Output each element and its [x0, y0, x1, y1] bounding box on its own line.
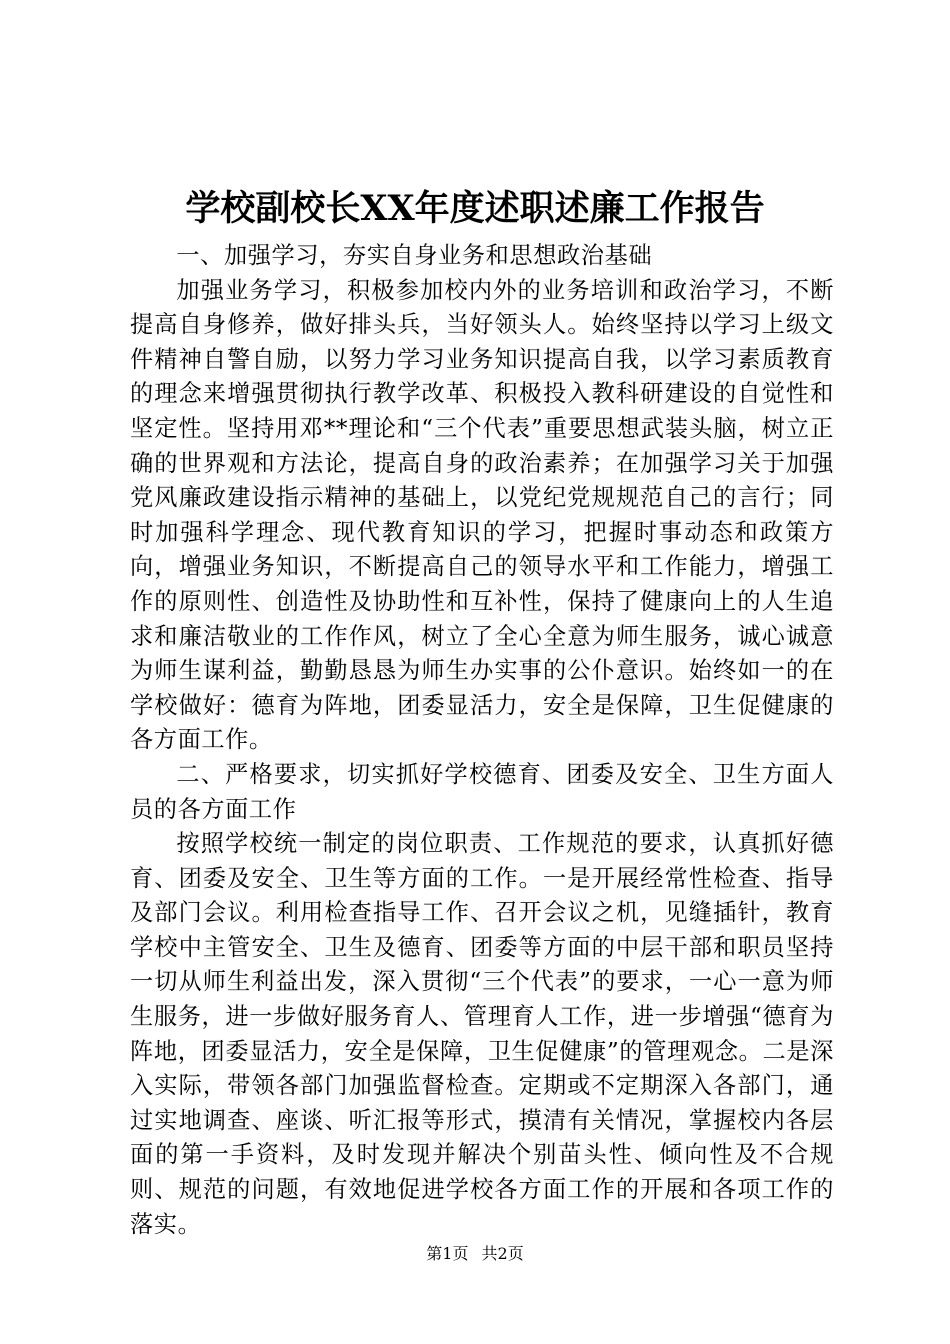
section-heading-1: 一、加强学习，夯实自身业务和思想政治基础 [176, 242, 653, 269]
page-footer [0, 1244, 950, 1264]
body-paragraph-1: 加强业务学习，积极参加校内外的业务培训和政治学习，不断提高自身修养，做好排头兵，当好领头人。始终坚持以学习上级文件精神自警自励，以努力学习业务知识提高自我，以学习素质教育的理念来增强贯彻执行教学改革、积极投入教科研建设的自觉性和坚定性。坚持用邓**理论和“三个代表”重要思想武装头脑，树立正确的世界观和方法论，提高自身的政治素养；在加强学习关于加强党风廉政建设指示精神的基础上，以党纪党规规范自己的言行；同时加强科学理念、现代教育知识的学习，把握时事动态和政策方向，增强业务知识，不断提高自己的领导水平和工作能力，增强工作的原则性、创造性及协助性和互补性，保持了健康向上的人生追求和廉洁敬业的工作作风，树立了全心全意为师生服务，诚心诚意为师生谋利益，勤勤恳恳为师生办实事的公仆意识。始终如一的在学校做好：德育为阵地，团委显活力，安全是保障，卫生促健康的各方面工作。 [130, 276, 834, 754]
page-number-current: 第1页 [426, 1244, 469, 1263]
section-heading-2: 二、严格要求，切实抓好学校德育、团委及安全、卫生方面人员的各方面工作 [130, 760, 834, 823]
document-title: 学校副校长XX年度述职述廉工作报告 [185, 188, 765, 229]
document-body [130, 239, 834, 1242]
body-paragraph-2: 按照学校统一制定的岗位职责、工作规范的要求，认真抓好德育、团委及安全、卫生等方面的工作。一是开展经常性检查、指导及部门会议。利用检查指导工作、召开会议之机，见缝插针，教育学校中主管安全、卫生及德育、团委等方面的中层干部和职员坚持一切从师生利益出发，深入贯彻“三个代表”的要求，一心一意为师生服务，进一步做好服务育人、管理育人工作，进一步增强“德育为阵地，团委显活力，安全是保障，卫生促健康”的管理观念。二是深入实际，带领各部门加强监督检查。定期或不定期深入各部门，通过实地调查、座谈、听汇报等形式，摸清有关情况，掌握校内各层面的第一手资料，及时发现并解决个别苗头性、倾向性及不合规则、规范的问题，有效地促进学校各方面工作的开展和各项工作的落实。 [130, 830, 834, 1238]
page-number-total: 共2页 [481, 1244, 524, 1263]
